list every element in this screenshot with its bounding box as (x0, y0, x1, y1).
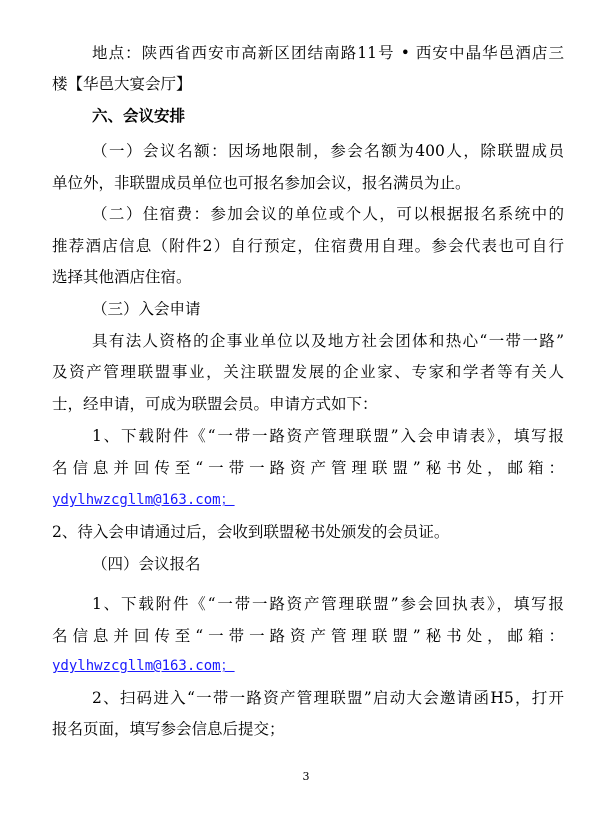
hotel-line-3: 选择其他酒店住宿。 (52, 268, 192, 286)
venue-line-1: 地点：陕西省西安市高新区团结南路11号 • 西安中晶华邑酒店三 (92, 44, 564, 62)
page-number: 3 (302, 770, 310, 783)
quota-line-1: （一）会议名额：因场地限制，参会名额为400人，除联盟成员 (92, 142, 564, 160)
join-email-link[interactable]: ydylhwzcgllm@163.com； (52, 492, 235, 508)
join-step1-line-1: 1、下载附件《“一带一路资产管理联盟”入会申请表》，填写报 (92, 427, 564, 445)
reg-step1-line-1: 1、下载附件《“一带一路资产管理联盟”参会回执表》，填写报 (92, 595, 564, 613)
join-line-1: 具有法人资格的企事业单位以及地方社会团体和热心“一带一路” (92, 332, 564, 350)
reg-step1-line-2: 名信息并回传至“一带一路资产管理联盟”秘书处，邮箱： (52, 627, 564, 645)
registration-heading: （四）会议报名 (92, 555, 201, 573)
section-six-heading: 六、会议安排 (92, 107, 186, 125)
join-step2-line: 2、待入会申请通过后，会收到联盟秘书处颁发的会员证。 (52, 523, 450, 541)
hotel-line-2: 推荐酒店信息（附件2）自行预定，住宿费用自理。参会代表也可自行 (52, 237, 564, 255)
join-step1-line-2: 名信息并回传至“一带一路资产管理联盟”秘书处，邮箱： (52, 459, 564, 477)
join-line-3: 士，经申请，可成为联盟会员。申请方式如下： (52, 395, 378, 413)
venue-line-2: 楼【华邑大宴会厅】 (52, 75, 192, 93)
reg-step2-line-1: 2、扫码进入“一带一路资产管理联盟”启动大会邀请函H5，打开 (92, 689, 564, 707)
hotel-line-1: （二）住宿费：参加会议的单位或个人，可以根据报名系统中的 (92, 205, 564, 223)
quota-line-2: 单位外，非联盟成员单位也可报名参加会议，报名满员为止。 (52, 174, 471, 192)
join-line-2: 及资产管理联盟事业，关注联盟发展的企业家、专家和学者等有关人 (52, 363, 564, 381)
reg-email-link[interactable]: ydylhwzcgllm@163.com； (52, 658, 235, 674)
reg-step2-line-2: 报名页面，填写参会信息后提交； (52, 720, 285, 738)
join-heading: （三）入会申请 (92, 300, 201, 318)
